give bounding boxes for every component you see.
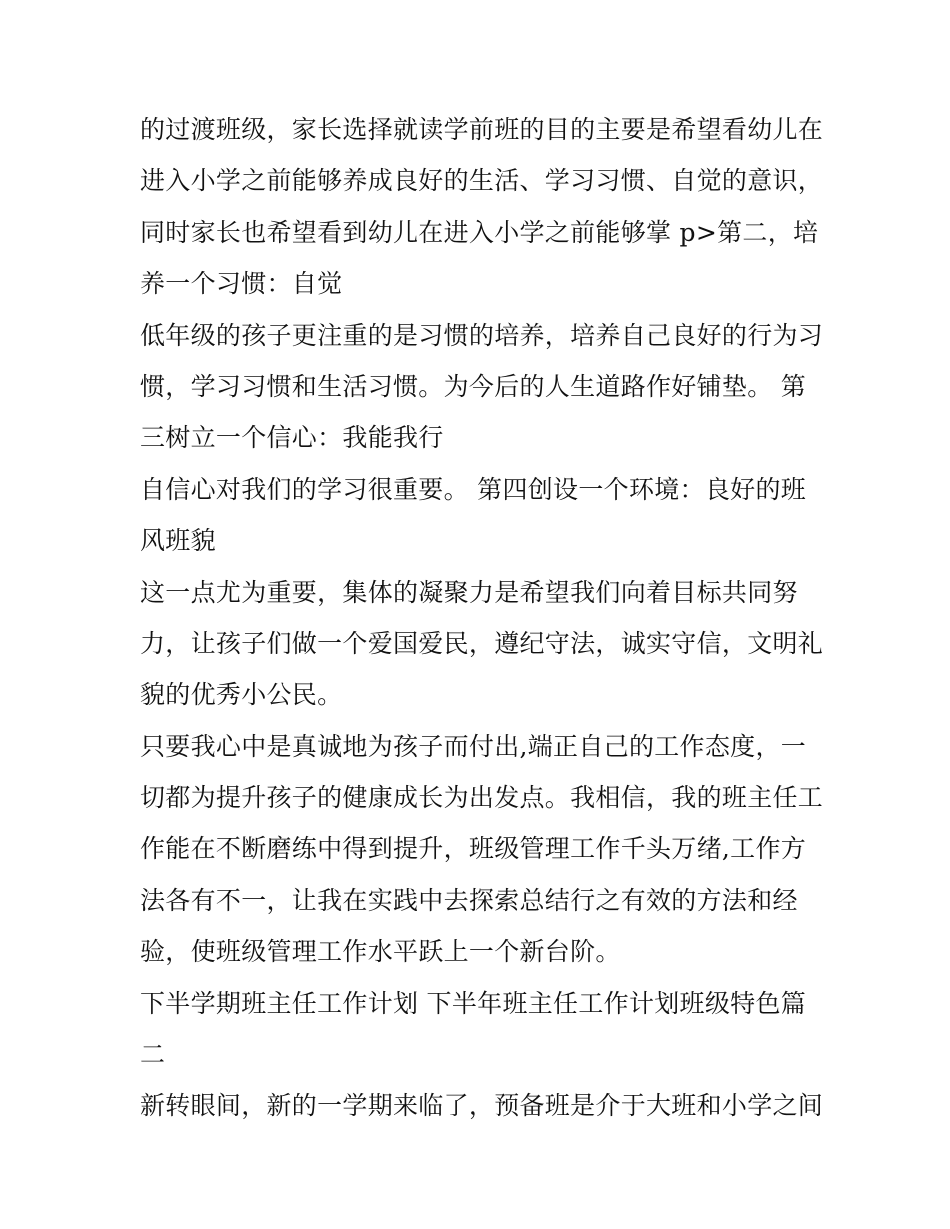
text-line: 下半学期班主任工作计划 下半年班主任工作计划班级特色篇 [140, 988, 807, 1018]
text-line: 养一个习惯：自觉 [140, 269, 343, 299]
text-line: 低年级的孩子更注重的是习惯的培养，培养自己良好的行为习 [140, 320, 824, 350]
text-line: 自信心对我们的学习很重要。 第四创设一个环境：良好的班 [140, 474, 807, 504]
text-line: 法各有不一，让我在实践中去探索总结行之有效的方法和经 [140, 885, 798, 915]
text-line: 貌的优秀小公民。 [140, 680, 343, 710]
text-line: 切都为提升孩子的健康成长为出发点。我相信，我的班主任工 [140, 783, 824, 813]
text-line: 风班貌 [140, 526, 216, 556]
text-line: 的过渡班级，家长选择就读学前班的目的主要是希望看幼儿在 [140, 115, 824, 144]
text-line: 验，使班级管理工作水平跃上一个新台阶。 [140, 937, 621, 967]
text-line: 这一点尤为重要，集体的凝聚力是希望我们向着目标共同努 [140, 577, 798, 607]
text-line: 新转眼间，新的一学期来临了，预备班是介于大班和小学之间 [140, 1091, 824, 1121]
text-line: 三树立一个信心：我能我行 [140, 423, 444, 453]
text-line: 二 [140, 1040, 166, 1070]
document-body [140, 104, 824, 1132]
text-line: 惯，学习习惯和生活习惯。为今后的人生道路作好铺垫。 第 [140, 371, 807, 401]
text-line: 进入小学之前能够养成良好的生活、学习习惯、自觉的意识， [140, 166, 824, 196]
text-line: 作能在不断磨练中得到提升，班级管理工作千头万绪,工作方 [140, 834, 807, 864]
text-line: 同时家长也希望看到幼儿在进入小学之前能够掌 p>第二，培 [140, 217, 819, 247]
text-line: 力，让孩子们做一个爱国爱民，遵纪守法，诚实守信，文明礼 [140, 628, 824, 658]
text-line: 只要我心中是真诚地为孩子而付出,端正自己的工作态度，一 [140, 731, 807, 761]
